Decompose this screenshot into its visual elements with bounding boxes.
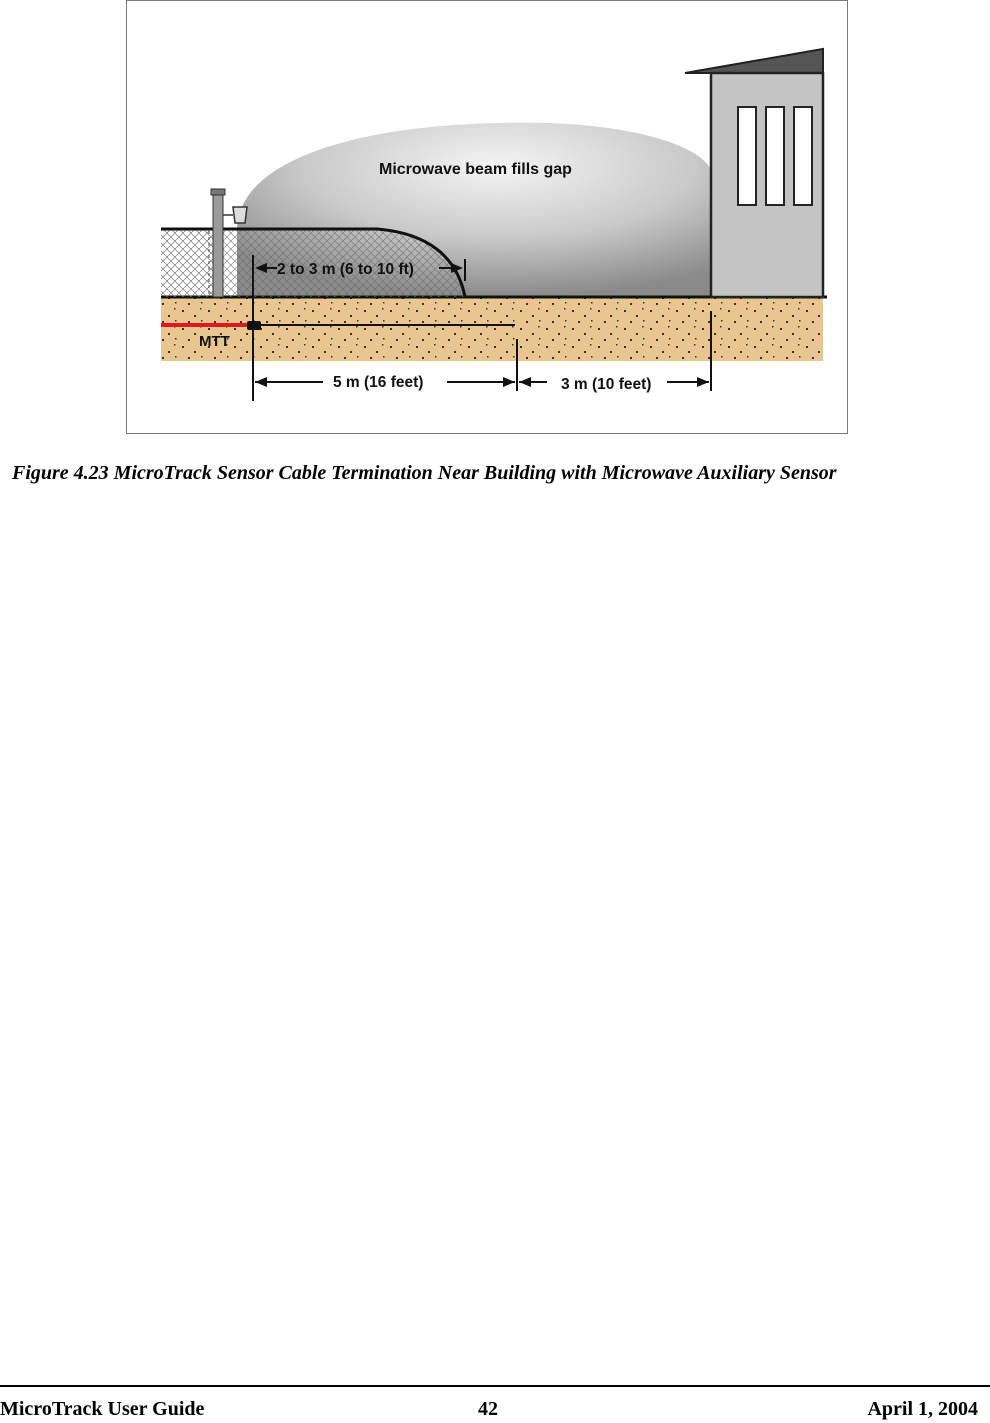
fence-post bbox=[213, 193, 223, 297]
setback-label: 3 m (10 feet) bbox=[561, 376, 652, 393]
cable-length-label: 5 m (16 feet) bbox=[333, 374, 424, 391]
page-number: 42 bbox=[478, 1398, 498, 1420]
diagram-svg bbox=[127, 1, 847, 433]
beam-label: Microwave beam fills gap bbox=[379, 161, 572, 178]
figure-caption: Figure 4.23 MicroTrack Sensor Cable Termination Near Building with Microwave Auxiliary Sensor bbox=[12, 462, 837, 484]
window bbox=[794, 107, 812, 205]
footer-date: April 1, 2004 bbox=[867, 1398, 978, 1420]
figure-diagram bbox=[126, 0, 848, 434]
footer-title: MicroTrack User Guide bbox=[0, 1398, 205, 1420]
footer-divider bbox=[0, 1385, 990, 1387]
window bbox=[766, 107, 784, 205]
window bbox=[738, 107, 756, 205]
mtt-label: MTT bbox=[199, 333, 230, 350]
microwave-sensor-icon bbox=[233, 207, 247, 223]
gap-label: 2 to 3 m (6 to 10 ft) bbox=[277, 261, 414, 278]
